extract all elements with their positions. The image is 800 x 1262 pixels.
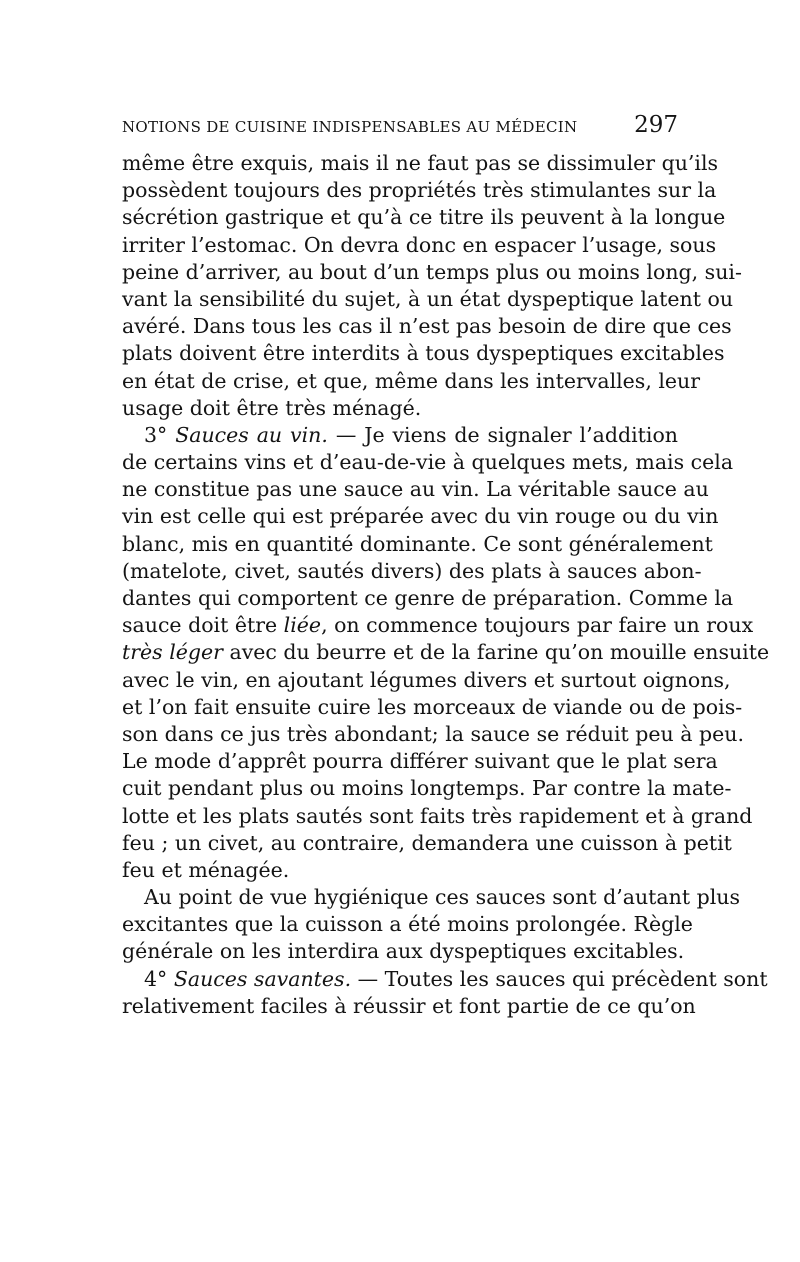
running-head (122, 112, 678, 144)
section-heading-line (122, 422, 678, 449)
text-line: feu ; un civet, au contraire, demandera une cuisson à petit (122, 830, 732, 855)
text-fragment: , on commence toujours par faire un roux (321, 613, 754, 638)
text-line: sécrétion gastrique et qu’à ce titre ils peuvent à la longue (122, 205, 726, 230)
text-line: (matelote, civet, sautés divers) des plats à sauces abon- (122, 558, 702, 583)
text-line: son dans ce jus très abondant; la sauce se réduit peu à peu. (122, 721, 744, 746)
page-number: 297 (634, 112, 678, 138)
text-line: générale on les interdira aux dyspeptiques excitables. (122, 939, 685, 964)
paragraph-continuation (122, 150, 742, 422)
italic-term: liée (283, 613, 322, 638)
section-heading-line (122, 966, 768, 993)
text-line: et l’on fait ensuite cuire les morceaux de viande ou de pois- (122, 694, 743, 719)
italic-term: très léger (122, 640, 223, 665)
text-line: irriter l’estomac. On devra donc en espacer l’usage, sous (122, 232, 717, 257)
text-line (122, 612, 754, 639)
text-line: avéré. Dans tous les cas il n’est pas besoin de dire que ces (122, 314, 732, 339)
text-line: ne constitue pas une sauce au vin. La véritable sauce au (122, 477, 709, 502)
text-line: même être exquis, mais il ne faut pas se dissimuler qu’ils (122, 151, 719, 175)
text-line: cuit pendant plus ou moins longtemps. Par contre la mate- (122, 776, 732, 801)
text-line: Au point de vue hygiénique ces sauces sont d’autant plus (144, 885, 740, 910)
text-line: relativement faciles à réussir et font partie de ce qu’on (122, 993, 696, 1018)
text-fragment: avec du beurre et de la farine qu’on mouille ensuite (222, 640, 770, 665)
paragraph-hygiene (122, 884, 740, 966)
text-fragment: — Toutes les sauces qui précèdent sont (351, 966, 768, 991)
body-text (122, 150, 770, 1020)
text-line: plats doivent être interdits à tous dyspeptiques excitables (122, 341, 725, 366)
text-line: dantes qui comportent ce genre de préparation. Comme la (122, 586, 734, 610)
running-title: NOTIONS DE CUISINE INDISPENSABLES AU MÉDECIN (122, 118, 578, 136)
text-line: peine d’arriver, au bout d’un temps plus ou moins long, sui- (122, 259, 742, 284)
text-line: vin est celle qui est préparée avec du vin rouge ou du vin (122, 504, 719, 529)
text-fragment: — Je viens de signaler l’addition (327, 422, 678, 447)
section-title: Sauces savantes. (173, 966, 352, 991)
text-line: Le mode d’apprêt pourra différer suivant que le plat sera (122, 749, 718, 774)
text-line: vant la sensibilité du sujet, à un état dyspeptique latent ou (122, 286, 734, 311)
text-line: possèdent toujours des propriétés très stimulantes sur la (122, 178, 717, 203)
section-title: Sauces au vin. (175, 422, 328, 447)
section-number: 4° (144, 966, 174, 991)
text-fragment: sauce doit être (122, 613, 284, 638)
section-sauces-savantes (122, 966, 768, 1020)
text-line: de certains vins et d’eau-de-vie à quelques mets, mais cela (122, 450, 734, 475)
text-line: feu et ménagée. (122, 857, 290, 882)
text-line (122, 639, 770, 666)
section-sauces-au-vin (122, 422, 770, 884)
section-number: 3° (144, 422, 176, 447)
text-line: lotte et les plats sautés sont faits très rapidement et à grand (122, 803, 753, 828)
text-line: usage doit être très ménagé. (122, 395, 422, 420)
text-line: avec le vin, en ajoutant légumes divers et surtout oignons, (122, 667, 731, 692)
text-line: en état de crise, et que, même dans les intervalles, leur (122, 368, 701, 393)
text-line: excitantes que la cuisson a été moins prolongée. Règle (122, 912, 693, 937)
text-line: blanc, mis en quantité dominante. Ce sont généralement (122, 531, 713, 556)
